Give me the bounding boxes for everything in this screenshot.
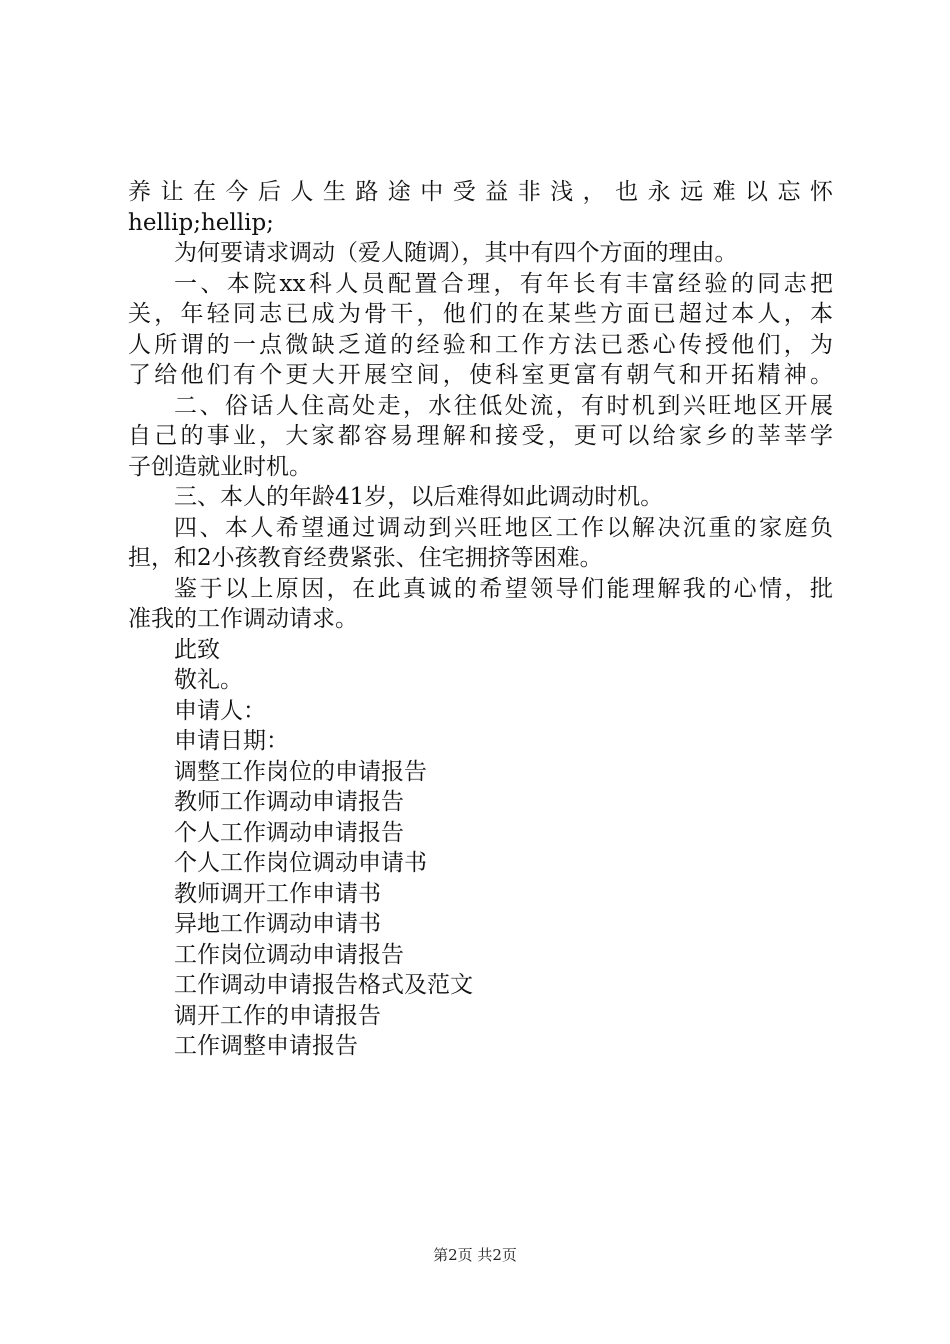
related-title: 教师工作调动申请报告 xyxy=(174,789,404,815)
text-line: 关，年轻同志已成为骨干，他们的在某些方面已超过本人，本 xyxy=(128,301,833,327)
closing-line: 敬礼。 xyxy=(174,667,243,693)
date-label: 申请日期： xyxy=(174,728,289,754)
related-title: 异地工作调动申请书 xyxy=(174,911,381,937)
document-body xyxy=(128,177,833,1062)
text-line: 四、本人希望通过调动到兴旺地区工作以解决沉重的家庭负 xyxy=(174,514,833,541)
text-line: 一、本院xx科人员配置合理，有年长有丰富经验的同志把 xyxy=(174,270,833,297)
related-title: 教师调开工作申请书 xyxy=(174,880,381,907)
related-title: 工作调整申请报告 xyxy=(174,1033,358,1059)
related-title: 调开工作的申请报告 xyxy=(174,1002,381,1029)
text-line: 准我的工作调动请求。 xyxy=(128,606,358,632)
applicant-label: 申请人： xyxy=(174,697,266,724)
related-title: 工作调动申请报告格式及范文 xyxy=(174,972,473,998)
text-line: 人所谓的一点微缺乏道的经验和工作方法已悉心传授他们，为 xyxy=(128,331,833,358)
related-title: 个人工作岗位调动申请书 xyxy=(174,850,427,876)
text-line: 三、本人的年龄41岁，以后难得如此调动时机。 xyxy=(174,484,664,510)
text-line: 自己的事业，大家都容易理解和接受，更可以给家乡的莘莘学 xyxy=(128,423,833,449)
text-line: 二、俗话人住高处走，水往低处流，有时机到兴旺地区开展 xyxy=(174,392,833,419)
text-line: 担，和2小孩教育经费紧张、住宅拥挤等困难。 xyxy=(128,545,603,571)
text-line: 为何要请求调动（爱人随调），其中有四个方面的理由。 xyxy=(174,240,738,266)
text-line: hellip;hellip; xyxy=(128,209,274,236)
related-title: 工作岗位调动申请报告 xyxy=(174,941,404,968)
text-line: 了给他们有个更大开展空间，使科室更富有朝气和开拓精神。 xyxy=(128,362,833,388)
closing-line: 此致 xyxy=(174,636,220,663)
page-number-footer: 第2页 共2页 xyxy=(433,1246,517,1264)
text-line: 鉴于以上原因，在此真诚的希望领导们能理解我的心情，批 xyxy=(174,575,833,602)
text-line: 养让在今后人生路途中受益非浅，也永远难以忘怀 xyxy=(128,179,833,205)
text-line: 子创造就业时机。 xyxy=(128,453,312,480)
related-title: 调整工作岗位的申请报告 xyxy=(174,758,427,785)
related-title: 个人工作调动申请报告 xyxy=(174,819,404,846)
